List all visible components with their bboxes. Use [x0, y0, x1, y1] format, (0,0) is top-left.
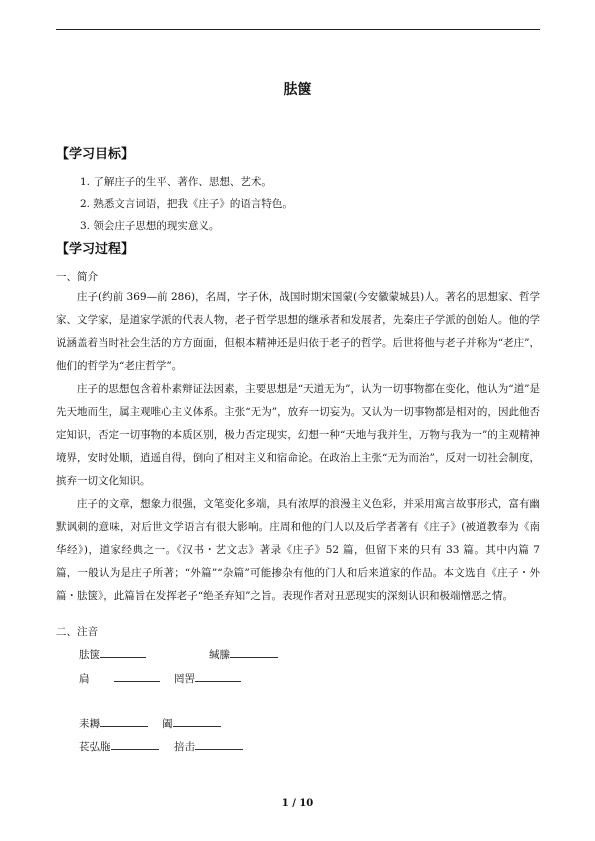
answer-blank[interactable]	[230, 646, 278, 658]
pinyin-item	[79, 670, 160, 686]
section-intro-heading: 一、简介	[56, 271, 98, 283]
answer-blank[interactable]	[114, 670, 160, 682]
answer-blank[interactable]	[100, 646, 146, 658]
pinyin-item	[79, 738, 159, 754]
answer-blank[interactable]	[195, 670, 241, 682]
goals-heading: 【学习目标】	[56, 147, 135, 162]
pinyin-word: 苌弘胣	[79, 741, 111, 753]
pinyin-word: 掊击	[174, 741, 195, 753]
answer-blank[interactable]	[173, 715, 221, 727]
intro-paragraph-3: 庄子的文章，想象力很强，文笔变化多端，具有浓厚的浪漫主义色彩，并采用寓言故事形式，富有幽默讽刺的意味，对后世文学语言有很大影响。庄周和他的门人以及后学者著有《庄子》(被道教奉为《南华经》)，道家经典之一。《汉书・艺文志》著录《庄子》52 篇，但留下来的只有 33 篇。其中内篇 7 篇，一般认为是庄子所著；“外篇”“杂篇”可能掺杂有他的门人和后来道家的作品。本文选自《庄子・外篇・胠箧》，此篇旨在发挥老子“绝圣弃知”之旨。表现作者对丑恶现实的深刻认识和极端憎恶之情。	[56, 498, 540, 602]
pinyin-item	[174, 670, 241, 686]
pinyin-word: 缄縢	[209, 649, 230, 661]
goal-item-3: 3. 领会庄子思想的现实意义。	[80, 220, 220, 232]
pinyin-item	[209, 646, 278, 662]
pinyin-item	[174, 738, 243, 754]
answer-blank[interactable]	[100, 715, 148, 727]
pinyin-word: 扃	[79, 673, 90, 685]
document-title: 胠箧	[283, 82, 312, 98]
pinyin-item	[162, 715, 221, 731]
section-pinyin-heading: 二、注音	[56, 626, 98, 638]
pinyin-word: 耒耨	[79, 718, 100, 730]
pinyin-item	[79, 715, 148, 731]
pinyin-word: 罔罟	[174, 673, 195, 685]
pinyin-word: 阖	[162, 718, 173, 730]
intro-paragraph-2: 庄子的思想包含着朴素辩证法因素，主要思想是“天道无为”，认为一切事物都在变化，他认为“道”是先天地而生，属主观唯心主义体系。主张“无为”，放弃一切妄为。又认为一切事物都是相对的，因此他否定知识，否定一切事物的本质区别，极力否定现实，幻想一种“天地与我并生，万物与我为一”的主观精神境界，安时处顺，逍遥自得，倒向了相对主义和宿命论。在政治上主张“无为而治”，反对一切社会制度，摈弃一切文化知识。	[56, 383, 540, 487]
process-heading: 【学习过程】	[56, 242, 135, 257]
header-rule	[56, 29, 540, 30]
intro-paragraph-1: 庄子(约前 369—前 286)，名周，字子休，战国时期宋国蒙(今安徽蒙城县)人。著名的思想家、哲学家、文学家，是道家学派的代表人物，老子哲学思想的继承者和发展者，先秦庄子学派的创始人。他的学说涵盖着当时社会生活的方方面面，但根本精神还是归依于老子的哲学。后世将他与老子并称为“老庄”，他们的哲学为“老庄哲学”。	[56, 291, 540, 372]
pinyin-item	[79, 646, 146, 662]
goal-item-2: 2. 熟悉文言词语，把我《庄子》的语言特色。	[80, 198, 293, 210]
answer-blank[interactable]	[195, 738, 243, 750]
pinyin-word: 胠箧	[79, 649, 100, 661]
answer-blank[interactable]	[111, 738, 159, 750]
goal-item-1: 1. 了解庄子的生平、著作、思想、艺术。	[80, 176, 272, 188]
page-number: 1 / 10	[281, 798, 314, 809]
